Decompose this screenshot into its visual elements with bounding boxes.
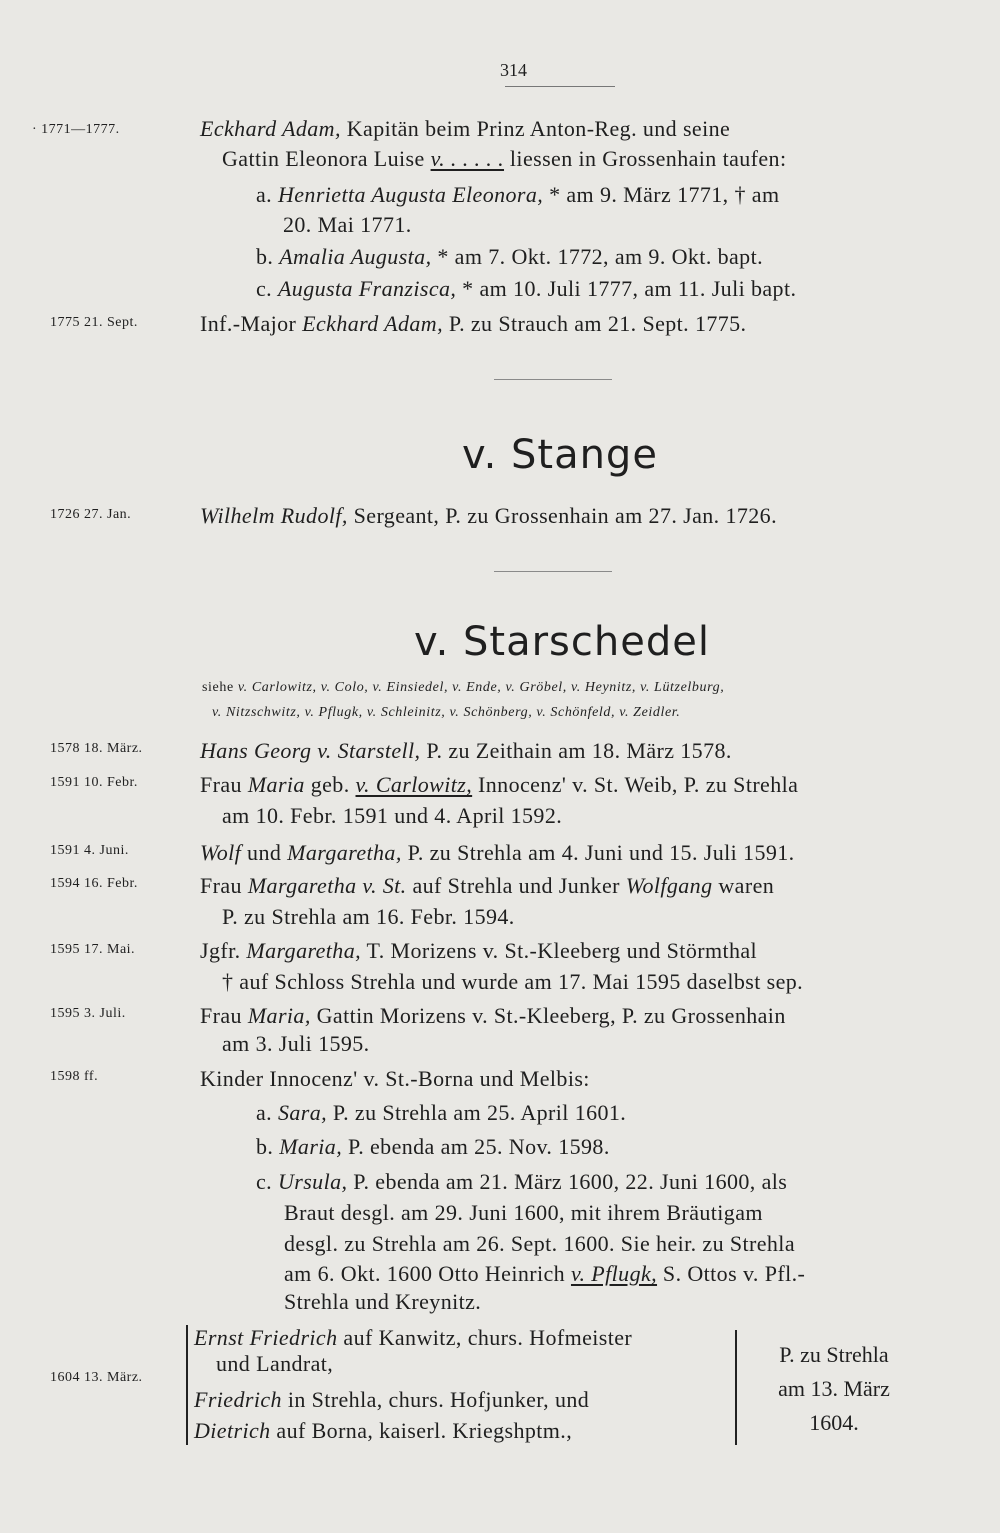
entry-text: S. Ottos v. Pfl.- — [657, 1261, 806, 1286]
entry-line — [200, 311, 746, 337]
entry-text: Frau — [200, 873, 248, 898]
person-name: Maria — [247, 772, 305, 797]
entry-text: Gattin Morizens v. St.-Kleeberg, P. zu Grossenhain — [310, 1003, 786, 1028]
entry-line — [200, 738, 732, 764]
entry-date: 1604 13. März. — [50, 1370, 143, 1385]
entry-line — [200, 116, 730, 142]
entry-text: Sergeant, P. zu Grossenhain am 27. Jan. 1726. — [347, 503, 777, 528]
entry-line — [256, 1134, 610, 1160]
entry-line — [194, 1325, 632, 1351]
cross-reference-names: v. Carlowitz, v. Colo, v. Einsiedel, v. Ende, v. Gröbel, v. Heynitz, v. Lützelburg, — [237, 680, 725, 695]
entry-text: P. zu Strehla am 4. Juni und 15. Juli 1591. — [401, 840, 795, 865]
person-name: Eckhard Adam, — [200, 116, 341, 141]
entry-text: P. ebenda am 21. März 1600, 22. Juni 1600, als — [347, 1169, 788, 1194]
entry-text: Innocenz' v. St. Weib, P. zu Strehla — [472, 772, 799, 797]
entry-date: 1594 16. Febr. — [50, 876, 138, 891]
person-name: Amalia Augusta, — [279, 244, 432, 269]
entry-text: Kapitän beim Prinz Anton-Reg. und seine — [340, 116, 731, 141]
entry-line: Strehla und Kreynitz. — [284, 1289, 482, 1314]
entry-date: 1598 ff. — [50, 1069, 99, 1084]
entry-text: auf Strehla und Junker — [406, 873, 626, 898]
entry-line — [194, 1418, 572, 1444]
section-divider — [494, 571, 612, 572]
entry-line — [256, 182, 779, 208]
entry-text: am 6. Okt. 1600 Otto Heinrich — [284, 1261, 571, 1286]
person-name: Hans Georg v. Starstell, — [200, 738, 421, 763]
bracket-note-line: 1604. — [809, 1410, 859, 1435]
person-name: Wolf — [200, 840, 242, 865]
person-name: Sara, — [277, 1100, 328, 1125]
page-number-rule — [505, 86, 615, 87]
entry-line — [200, 873, 774, 899]
entry-text: Gattin Eleonora Luise — [222, 146, 431, 171]
entry-line — [200, 1003, 786, 1029]
entry-text: P. zu Strehla am 25. April 1601. — [327, 1100, 627, 1125]
entry-line: P. zu Strehla am 16. Febr. 1594. — [222, 904, 515, 929]
person-name: Henrietta Augusta Eleonora, — [277, 182, 544, 207]
entry-text: Frau — [200, 1003, 248, 1028]
person-name: Ernst Friedrich — [194, 1325, 338, 1350]
person-name: Ursula, — [277, 1169, 348, 1194]
entry-text: b. — [256, 244, 280, 269]
right-brace — [735, 1330, 737, 1445]
entry-date: 1591 4. Juni. — [50, 843, 129, 858]
section-heading: v. Starschedel — [414, 619, 710, 665]
page-number: 314 — [500, 60, 527, 80]
person-name: Wilhelm Rudolf, — [200, 503, 348, 528]
person-name: Wolfgang — [625, 873, 713, 898]
person-name: Margaretha v. St. — [247, 873, 407, 898]
entry-text: b. — [256, 1134, 280, 1159]
entry-text: in Strehla, churs. Hofjunker, und — [281, 1387, 590, 1412]
section-divider — [494, 379, 612, 380]
person-name: Eckhard Adam, — [302, 311, 443, 336]
entry-line — [256, 276, 796, 302]
family-reference: v. Carlowitz, — [355, 772, 473, 797]
entry-date: 1591 10. Febr. — [50, 775, 138, 790]
left-brace — [186, 1325, 188, 1445]
entry-line: am 3. Juli 1595. — [222, 1031, 370, 1056]
entry-line — [200, 772, 798, 798]
entry-text: c. — [256, 276, 278, 301]
entry-line: 20. Mai 1771. — [283, 212, 412, 237]
entry-text: * am 10. Juli 1777, am 11. Juli bapt. — [456, 276, 797, 301]
entry-line — [284, 1261, 805, 1287]
entry-text: a. — [256, 1100, 278, 1125]
cross-reference-label: siehe — [202, 680, 238, 695]
entry-line — [200, 938, 757, 964]
section-heading: v. Stange — [462, 432, 658, 478]
person-name: Margaretha, — [287, 840, 402, 865]
entry-line — [200, 503, 777, 529]
person-name: Augusta Franzisca, — [277, 276, 457, 301]
family-reference: v. Pflugk, — [570, 1261, 658, 1286]
entry-date: 1775 21. Sept. — [50, 315, 138, 330]
entry-text: auf Kanwitz, churs. Hofmeister — [337, 1325, 633, 1350]
entry-line: Braut desgl. am 29. Juni 1600, mit ihrem Bräutigam — [284, 1200, 763, 1225]
person-name: Margaretha, — [246, 938, 361, 963]
entry-date: · 1771—1777. — [32, 122, 120, 137]
entry-text: Frau — [200, 772, 248, 797]
entry-text: Jgfr. — [200, 938, 247, 963]
entry-line: am 10. Febr. 1591 und 4. April 1592. — [222, 803, 563, 828]
entry-text: c. — [256, 1169, 278, 1194]
entry-text: P. ebenda am 25. Nov. 1598. — [342, 1134, 610, 1159]
entry-text: * am 7. Okt. 1772, am 9. Okt. bapt. — [431, 244, 763, 269]
entry-date: 1595 3. Juli. — [50, 1006, 126, 1021]
entry-text: P. zu Strauch am 21. Sept. 1775. — [443, 311, 747, 336]
entry-text: a. — [256, 182, 278, 207]
person-name: Maria, — [247, 1003, 311, 1028]
entry-date: 1578 18. März. — [50, 741, 143, 756]
bracket-note — [754, 1338, 914, 1440]
entry-line — [200, 840, 795, 866]
entry-text: T. Morizens v. St.-Kleeberg und Störmthal — [361, 938, 758, 963]
entry-text: geb. — [304, 772, 356, 797]
person-name: Maria, — [279, 1134, 343, 1159]
entry-line — [256, 244, 763, 270]
cross-reference-names: v. Nitzschwitz, v. Pflugk, v. Schleinitz, v. Schönberg, v. Schönfeld, v. Zeidler. — [212, 705, 681, 720]
entry-text: auf Borna, kaiserl. Kriegshptm., — [270, 1418, 573, 1443]
entry-text: waren — [712, 873, 775, 898]
entry-line: Kinder Innocenz' v. St.-Borna und Melbis: — [200, 1066, 590, 1091]
entry-text: liessen in Grossenhain taufen: — [504, 146, 787, 171]
entry-line — [256, 1100, 626, 1126]
person-name: Friedrich — [194, 1387, 282, 1412]
entry-line: und Landrat, — [216, 1351, 334, 1376]
bracket-note-line: am 13. März — [778, 1376, 890, 1401]
cross-reference — [202, 680, 724, 696]
entry-text: * am 9. März 1771, † am — [543, 182, 780, 207]
entry-date: 1726 27. Jan. — [50, 507, 132, 522]
entry-text: P. zu Zeithain am 18. März 1578. — [420, 738, 732, 763]
entry-line — [256, 1169, 787, 1195]
entry-line: † auf Schloss Strehla und wurde am 17. Mai 1595 daselbst sep. — [222, 969, 804, 994]
entry-text: und — [241, 840, 288, 865]
bracket-note-line: P. zu Strehla — [779, 1342, 889, 1367]
person-name: Dietrich — [194, 1418, 271, 1443]
entry-line: desgl. zu Strehla am 26. Sept. 1600. Sie heir. zu Strehla — [284, 1231, 795, 1256]
entry-line — [194, 1387, 589, 1413]
entry-date: 1595 17. Mai. — [50, 942, 136, 957]
entry-line — [222, 146, 786, 172]
person-name: v. . . . . . — [430, 146, 505, 171]
entry-text: Inf.-Major — [200, 311, 303, 336]
